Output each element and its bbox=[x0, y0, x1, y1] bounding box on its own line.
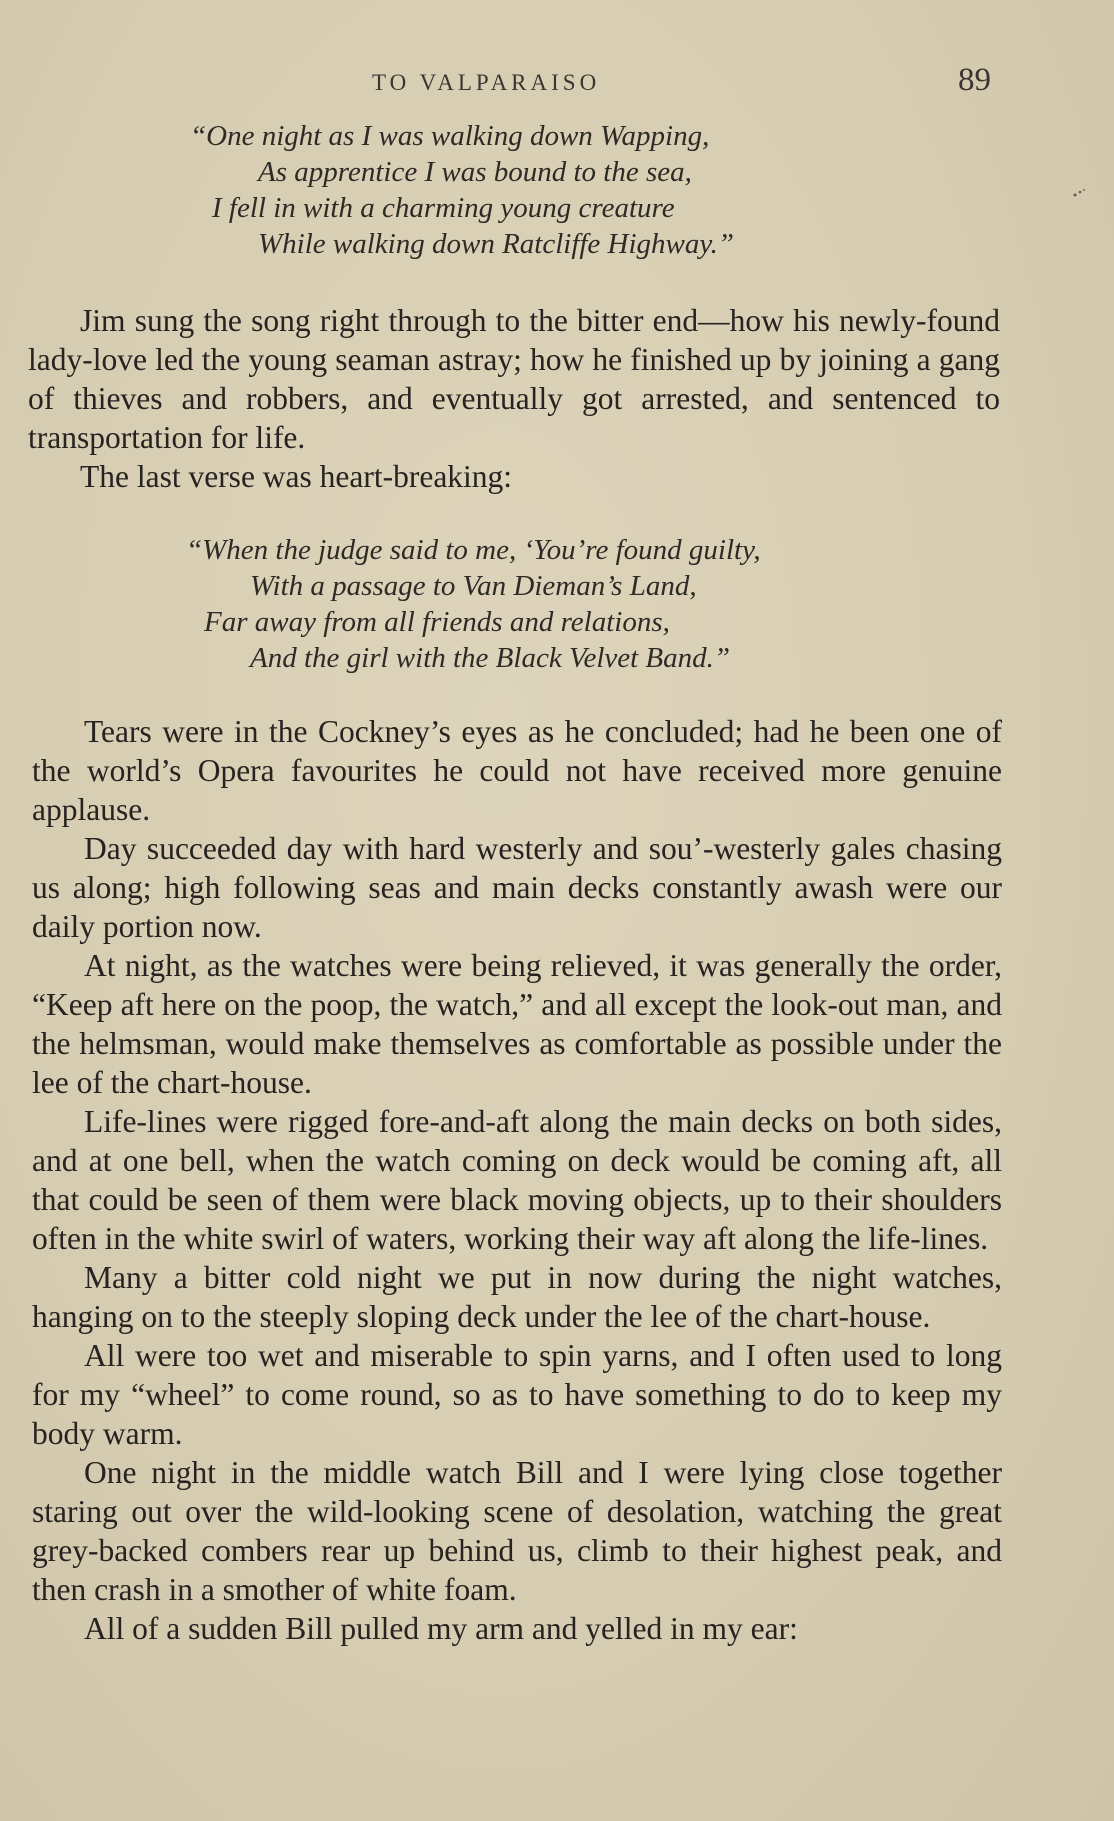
verse-line: Far away from all friends and relations, bbox=[204, 606, 670, 638]
prose-block-1 bbox=[28, 301, 1000, 496]
verse-line: And the girl with the Black Velvet Band.” bbox=[250, 642, 731, 674]
paragraph: At night, as the watches were being relieved, it was generally the order, “Keep aft here on the poop, the watch,” and all except the look-out man, and the helmsman, would make themselves as comfortable as possible under the lee of the chart-house. bbox=[32, 948, 1002, 1100]
paragraph: Life-lines were rigged fore-and-aft along the main decks on both sides, and at one bell, when the watch coming on deck would be coming aft, all that could be seen of them were black moving objects, up to their shoulders often in the white swirl of waters, working their way aft along the life-lines. bbox=[32, 1104, 1002, 1256]
verse-line: As apprentice I was bound to the sea, bbox=[258, 156, 692, 188]
verse-line: “When the judge said to me, ‘You’re found guilty, bbox=[186, 534, 761, 566]
paragraph: One night in the middle watch Bill and I were lying close together staring out over the wild-looking scene of desolation, watching the great grey-backed combers rear up behind us, climb to their highest peak, and then crash in a smother of white foam. bbox=[32, 1455, 1002, 1607]
verse-line: While walking down Ratcliffe Highway.” bbox=[258, 228, 735, 260]
verse-line: I fell in with a charming young creature bbox=[212, 192, 675, 224]
paragraph: Jim sung the song right through to the bitter end—how his newly-found lady-love led the young seaman astray; how he finished up by joining a gang of thieves and robbers, and eventually got arrested, and sentenced to transportation for life. bbox=[28, 303, 1000, 455]
prose-block-2 bbox=[32, 712, 1002, 1648]
verse-line: With a passage to Van Dieman’s Land, bbox=[250, 570, 697, 602]
verse-line: “One night as I was walking down Wapping, bbox=[190, 120, 710, 152]
paragraph: Day succeeded day with hard westerly and sou’-westerly gales chasing us along; high following seas and main decks constantly awash were our daily portion now. bbox=[32, 831, 1002, 944]
paragraph: Tears were in the Cockney’s eyes as he concluded; had he been one of the world’s Opera favourites he could not have received more genuine applause. bbox=[32, 714, 1002, 827]
paragraph: All were too wet and miserable to spin yarns, and I often used to long for my “wheel” to come round, so as to have something to do to keep my body warm. bbox=[32, 1338, 1002, 1451]
paragraph: All of a sudden Bill pulled my arm and yelled in my ear: bbox=[84, 1611, 798, 1646]
running-head bbox=[0, 62, 1114, 102]
paragraph: The last verse was heart-breaking: bbox=[80, 459, 513, 494]
verse-stanza-2 bbox=[0, 532, 1114, 682]
running-title: TO VALPARAISO bbox=[372, 70, 601, 95]
paragraph: Many a bitter cold night we put in now during the night watches, hanging on to the steeply sloping deck under the lee of the chart-house. bbox=[32, 1260, 1002, 1334]
verse-stanza-1 bbox=[0, 118, 1114, 268]
page-number: 89 bbox=[958, 62, 991, 98]
